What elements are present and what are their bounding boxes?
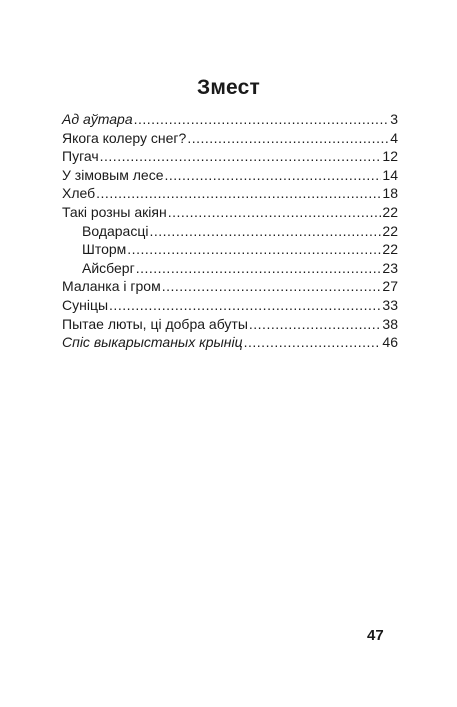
toc-entry — [62, 296, 398, 315]
toc-entry-title: Хлеб — [62, 185, 96, 202]
toc-dot-leader — [168, 203, 382, 222]
toc-entry-page: 22 — [382, 241, 398, 258]
toc-entry — [62, 203, 398, 222]
toc-entry-page: 18 — [382, 185, 398, 202]
toc-entry — [62, 259, 398, 278]
toc-dot-leader — [109, 296, 381, 315]
toc-entry-title: Пытае люты, ці добра абуты — [62, 315, 248, 332]
toc-dot-leader — [162, 277, 382, 296]
toc-entry-title: Ад аўтара — [62, 111, 133, 127]
page-number: 47 — [367, 627, 384, 644]
toc-entry-page: 12 — [382, 148, 398, 165]
toc-dot-leader — [96, 184, 381, 203]
toc-dot-leader — [187, 129, 389, 148]
toc-entry-title: Спіс выкарыстаных крыніц — [62, 334, 243, 351]
toc-entry — [62, 129, 398, 148]
toc-entry — [62, 166, 398, 185]
toc-entry-title: Суніцы — [62, 296, 109, 313]
toc-entry-title: Такі розны акіян — [62, 203, 167, 220]
toc-entry — [62, 277, 398, 296]
toc-entry-page: 22 — [382, 203, 398, 220]
toc-entry-title: Водарасці — [82, 222, 149, 239]
toc-entry — [62, 240, 398, 259]
toc-entry-page: 33 — [382, 296, 398, 313]
toc-entry-page: 22 — [382, 222, 398, 239]
toc-dot-leader — [164, 166, 381, 185]
table-of-contents — [62, 110, 398, 352]
toc-entry-page: 4 — [390, 129, 398, 146]
toc-entry-title: Пугач — [62, 148, 99, 165]
toc-dot-leader — [149, 222, 381, 241]
toc-entry-title: Маланка і гром — [62, 278, 161, 295]
toc-entry — [62, 333, 398, 352]
toc-entry — [62, 222, 398, 241]
toc-dot-leader — [134, 110, 390, 129]
toc-dot-leader — [244, 333, 382, 352]
toc-entry-title: Айсберг — [82, 259, 135, 276]
toc-entry — [62, 315, 398, 334]
toc-entry-page: 3 — [390, 111, 398, 127]
toc-entry — [62, 110, 398, 129]
toc-entry-page: 38 — [382, 315, 398, 332]
toc-dot-leader — [127, 240, 381, 259]
toc-entry-title: Якога колеру снег? — [62, 129, 187, 146]
toc-dot-leader — [100, 147, 382, 166]
toc-entry — [62, 147, 398, 166]
toc-entry-page: 23 — [382, 259, 398, 276]
toc-entry-title: Шторм — [82, 241, 127, 258]
toc-entry — [62, 184, 398, 203]
toc-entry-page: 46 — [382, 334, 398, 351]
toc-dot-leader — [249, 315, 382, 334]
toc-entry-page: 27 — [382, 278, 398, 295]
toc-entry-page: 14 — [382, 166, 398, 183]
page-title: Змест — [196, 76, 261, 99]
toc-entry-title: У зімовым лесе — [62, 166, 164, 183]
toc-dot-leader — [136, 259, 382, 278]
